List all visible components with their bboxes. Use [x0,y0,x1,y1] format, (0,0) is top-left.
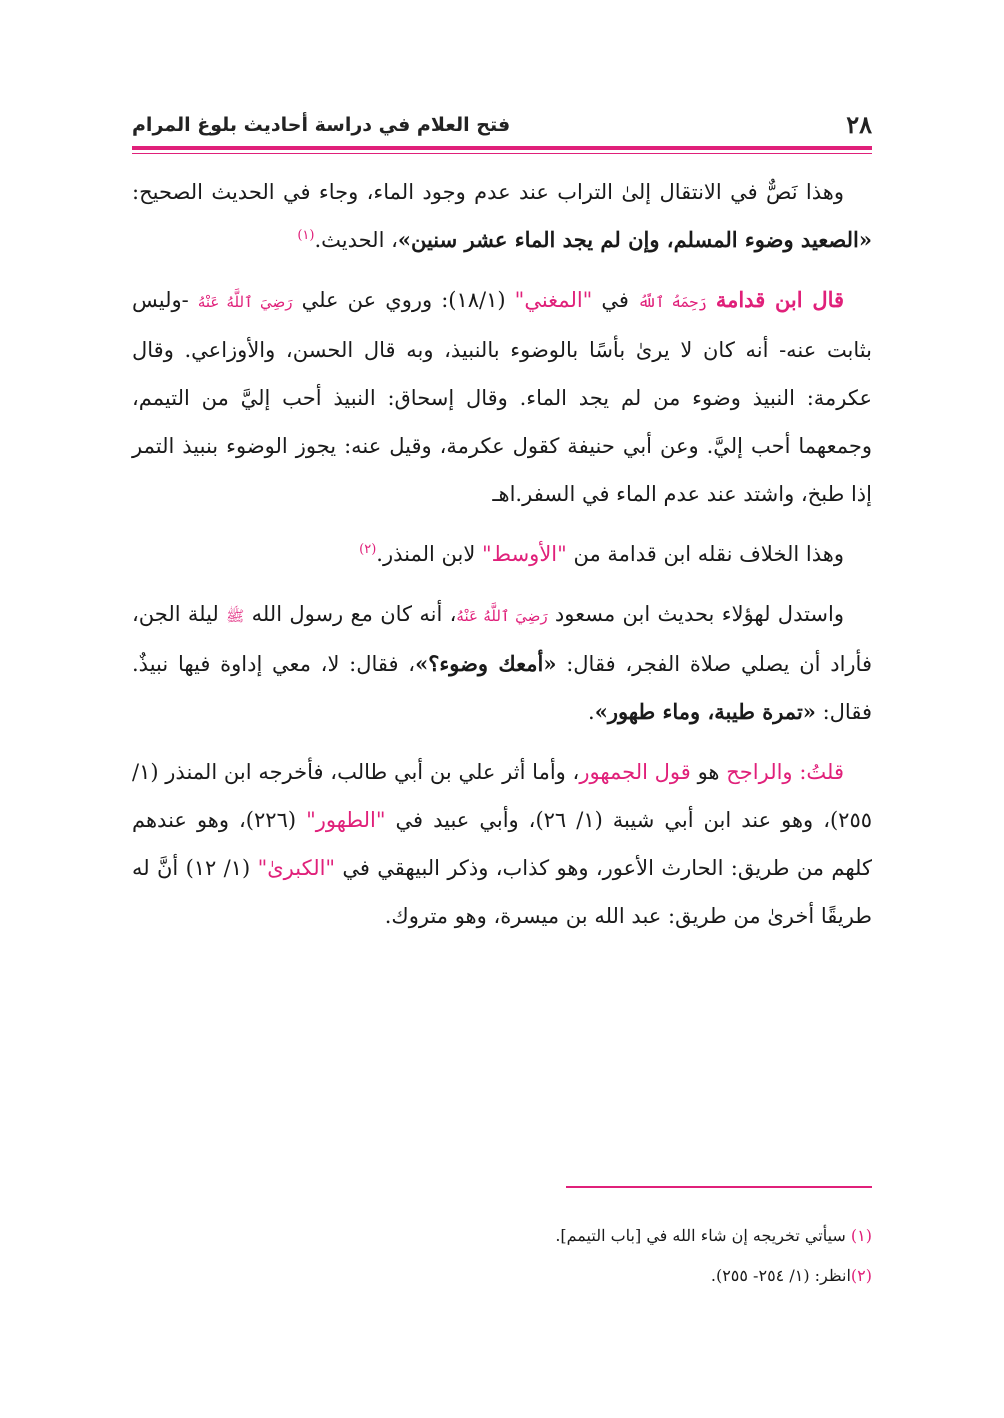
honorific: رَحِمَهُ ٱللَّهُ [638,293,707,311]
book-name: "الكبرىٰ" [257,856,336,880]
honorific: رَضِيَ ٱللَّهُ عَنْهُ [456,607,548,625]
text: ، وأما أثر علي بن أبي طالب، فأخرجه ابن المنذر (١/ ٢٥٥)، وهو عند ابن أبي شيبة (١/ ٢٦)، وأبي عبيد في [132,760,873,832]
paragraph-4 [132,590,872,736]
text: . [588,700,595,724]
text: هو [690,760,727,784]
text: (١/ ١٢) أنَّ له طريقًا أخرىٰ من طريق: عبد الله بن ميسرة، وهو متروك. [132,856,872,928]
speaker: قال ابن قدامة [715,287,845,312]
text: واستدل لهؤلاء بحديث ابن مسعود [547,602,844,626]
book-name: "الطهور" [306,808,386,832]
text: (٢٢٦)، وهو عندهم كلهم من طريق: الحارث الأعور، وهو كذاب، وذكر البيهقي في [132,808,872,880]
paragraph-3 [132,530,872,578]
text: لابن المنذر. [376,542,482,566]
text: وهذا نَصٌّ في الانتقال إلىٰ التراب عند عدم وجود الماء، وجاء في الحديث الصحيح: [132,180,844,204]
rajih-label: والراجح [726,760,800,784]
text: ، فقال: لا، معي إداوة فيها نبيذٌ. فقال: [132,652,872,724]
footnote-1 [132,1216,872,1256]
text: ليلة الجن، فأراد أن يصلي صلاة الفجر، فقال: [132,602,872,676]
text: ، الحديث. [314,228,398,252]
footnote-number: (١) [850,1226,872,1245]
book-title: فتح العلام في دراسة أحاديث بلوغ المرام [132,114,511,136]
footnote-separator [566,1186,872,1188]
text: (١٨/١): وروي عن علي [292,288,515,312]
text: وهذا الخلاف نقله ابن قدامة من [566,542,844,566]
header-rule-thin [132,153,872,154]
footnote-ref[interactable]: (١) [297,228,315,243]
text: ، أنه كان مع رسول الله [244,602,457,626]
jumhur-label: قول الجمهور [579,760,691,784]
footnote-text: انظر: (١/ ٢٥٤- ٢٥٥). [710,1266,851,1285]
footnote-number: (٢) [850,1266,872,1285]
main-text [132,168,872,940]
honorific: رَضِيَ ٱللَّهُ عَنْهُ [197,293,293,311]
footnote-text: سيأتي تخريجه إن شاء الله في [باب التيمم]. [555,1226,851,1245]
hadith-quote: «أمعك وضوء؟» [415,651,557,676]
footnotes [132,1216,872,1296]
page-number: ٢٨ [846,110,872,139]
book-name: "المغني" [514,288,593,312]
paragraph-2 [132,276,872,518]
hadith-quote: «تمرة طيبة، وماء طهور» [594,699,816,724]
text: في [592,288,639,312]
honorific-prophet: ﷺ [226,607,245,625]
book-name: "الأوسط" [481,542,567,566]
paragraph-1 [132,168,872,264]
footnote-2 [132,1256,872,1296]
header-rule-thick [132,146,872,150]
paragraph-5 [132,748,872,940]
hadith-quote: «الصعيد وضوء المسلم، وإن لم يجد الماء عشر سنين» [397,227,872,252]
footnote-ref[interactable]: (٢) [359,542,377,557]
qultu-label: قلتُ: [799,760,844,784]
running-header [132,108,872,144]
text: -وليس بثابت عنه- أنه كان لا يرىٰ بأسًا بالوضوء بالنبيذ، وبه قال الحسن، والأوزاعي. وقال عكرمة: النبيذ وضوء من لم يجد الماء. وقال إسحاق: النبيذ أحب إليَّ من التيمم، وجمعهما أحب إليَّ. وعن أبي حنيفة كقول عكرمة، وقيل عنه: يجوز الوضوء بنبيذ التمر إذا طبخ، واشتد عند عدم الماء في السفر.اهـ [132,288,872,506]
